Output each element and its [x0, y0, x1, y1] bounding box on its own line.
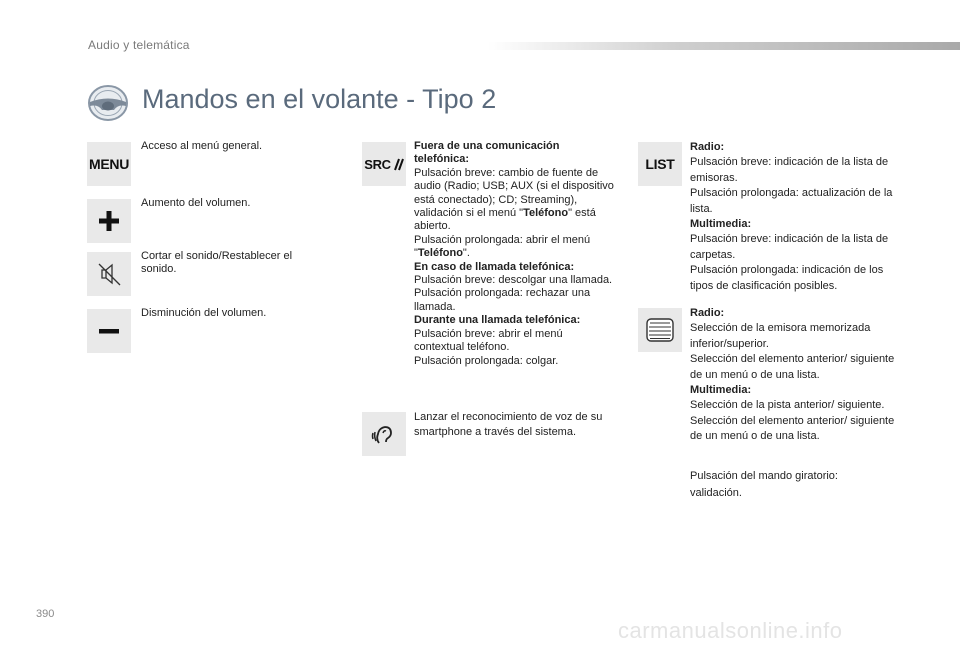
- volume-up-button[interactable]: [87, 199, 131, 243]
- voice-command-icon: [369, 419, 399, 449]
- plus-icon: [97, 209, 121, 233]
- mute-description: Cortar el sonido/Restablecer el sonido.: [141, 250, 293, 276]
- thumbwheel-press-description: Pulsación del mando giratorio: validación.: [690, 470, 838, 499]
- voice-command-button[interactable]: [362, 412, 406, 456]
- section-title: Audio y telemática: [88, 38, 190, 52]
- volume-up-description: Aumento del volumen.: [141, 197, 251, 209]
- list-description: Radio: Pulsación breve: indicación de la lista de emisoras. Pulsación prolongada: actualización de la lista. Multimedia: Pulsación breve: indicación de la lista de carpetas. Pulsación prolongada: indicación de los tipos de clasificación posibles.: [690, 141, 893, 292]
- page-title: Mandos en el volante - Tipo 2: [142, 84, 497, 114]
- thumbwheel-icon: [643, 313, 677, 347]
- menu-button[interactable]: [87, 142, 131, 186]
- list-button-label: LIST: [645, 156, 675, 172]
- menu-description: Acceso al menú general.: [141, 140, 263, 152]
- mute-button[interactable]: [87, 252, 131, 296]
- list-button[interactable]: [638, 142, 682, 186]
- watermark: carmanualsonline.info: [618, 618, 843, 643]
- voice-command-description: Lanzar el reconocimiento de voz de su smartphone a través del sistema.: [414, 411, 603, 438]
- steering-wheel-icon: [86, 83, 130, 123]
- volume-down-button[interactable]: [87, 309, 131, 353]
- src-description: Fuera de una comunicación telefónica: Pulsación breve: cambio de fuente de audio (Radio; USB; AUX (si el dispositivo está conectado); CD; Streaming), validación si el menú "Teléfono" está abierto. Pulsación prolongada: abrir el menú "Teléfono". En caso de llamada telefónica: Pulsación breve: descolgar una llamada. Pulsación prolongada: rechazar una llamada. Durante una llamada telefónica: Pulsación breve: abrir el menú contextual teléfono. Pulsación prolongada: colgar.: [414, 140, 614, 367]
- page-number: 390: [36, 608, 55, 620]
- src-button-label: SRC: [364, 157, 404, 172]
- header-bar: [488, 42, 960, 50]
- thumbwheel-control[interactable]: [638, 308, 682, 352]
- src-button[interactable]: [362, 142, 406, 186]
- minus-icon: [97, 319, 121, 343]
- mute-icon: [95, 260, 123, 288]
- thumbwheel-description: Radio: Selección de la emisora memorizada inferior/superior. Selección del elemento anterior/ siguiente de un menú o de una lista. Multimedia: Selección de la pista anterior/ siguiente. Selección del elemento anterior/ siguiente de un menú o de una lista.: [690, 307, 895, 443]
- phone-slash-icon: [392, 157, 404, 171]
- volume-down-description: Disminución del volumen.: [141, 307, 267, 319]
- menu-button-label: MENU: [88, 156, 130, 172]
